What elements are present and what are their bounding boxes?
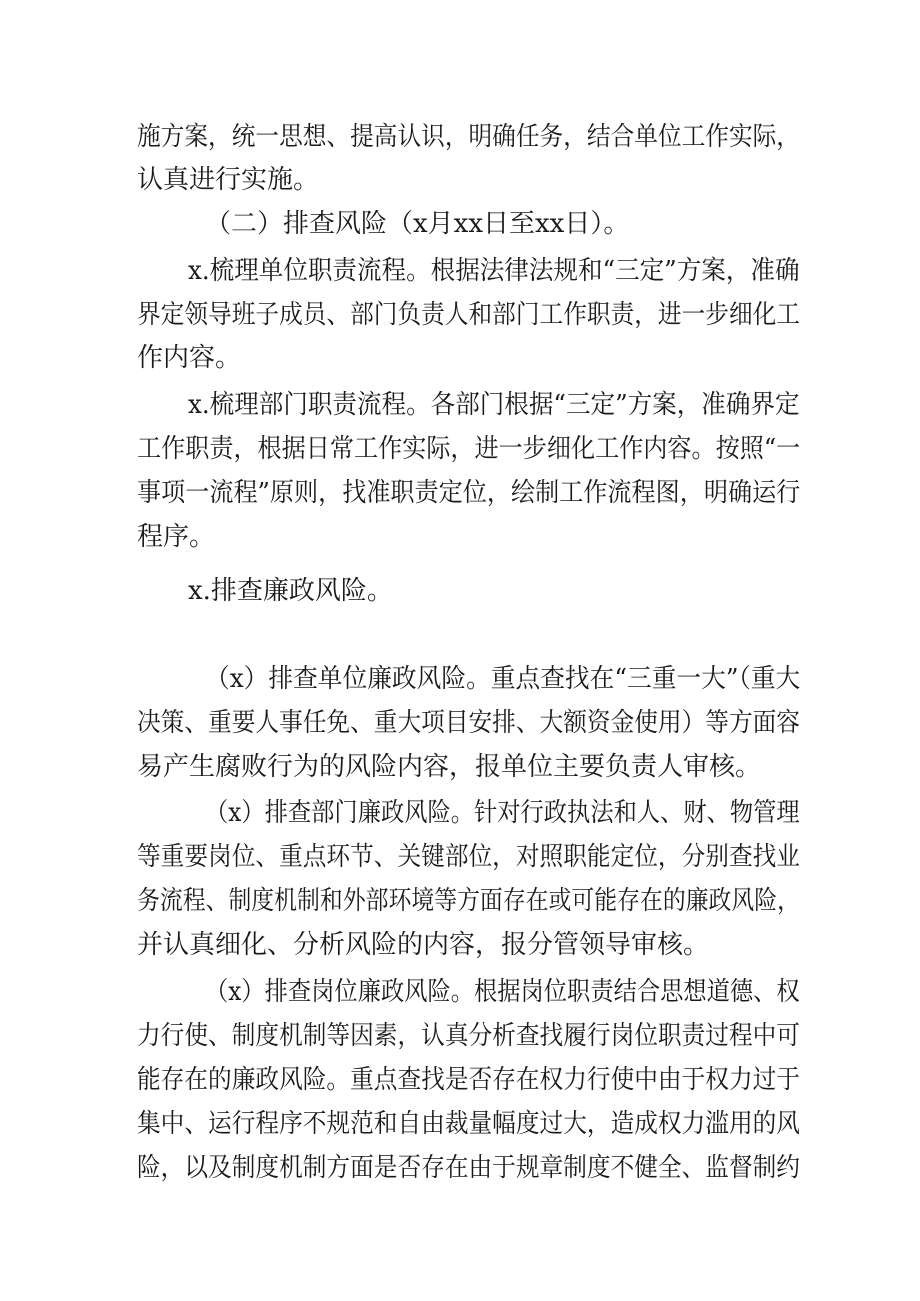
- text-line: x.梳理单位职责流程。根据法律法规和“三定”方案，准确: [188, 256, 800, 286]
- text-line: x.梳理部门职责流程。各部门根据“三定”方案，准确界定: [188, 390, 800, 420]
- text-line: 事项一流程”原则，找准职责定位，绘制工作流程图，明确运行: [137, 478, 801, 508]
- text-line: x.排查廉政风险。: [188, 576, 393, 606]
- text-line: 能存在的廉政风险。重点查找是否存在权力行使中由于权力过于: [137, 1065, 801, 1095]
- text-line: 工作职责，根据日常工作实际，进一步细化工作内容。按照“一: [137, 434, 801, 464]
- text-line: 务流程、制度机制和外部环境等方面存在或可能存在的廉政风险，: [137, 886, 801, 916]
- text-line: 等重要岗位、重点环节、关键部位，对照职能定位，分别查找业: [137, 842, 801, 872]
- text-line: 易产生腐败行为的风险内容，报单位主要负责人审核。: [137, 752, 762, 782]
- text-line: 决策、重要人事任免、重大项目安排、大额资金使用）等方面容: [137, 708, 801, 738]
- text-line: 程序。: [137, 522, 216, 552]
- text-line: 力行使、制度机制等因素，认真分析查找履行岗位职责过程中可: [137, 1021, 801, 1051]
- text-line: 认真进行实施。: [137, 165, 320, 195]
- text-line: （x）排查单位廉政风险。重点查找在“三重一大”（重大: [205, 664, 801, 694]
- text-line: 险，以及制度机制方面是否存在由于规章制度不健全、监督制约: [137, 1153, 801, 1183]
- text-line: 作内容。: [137, 343, 242, 373]
- text-line: （x）排查部门廉政风险。针对行政执法和人、财、物管理: [205, 798, 800, 828]
- text-line: 界定领导班子成员、部门负责人和部门工作职责，进一步细化工: [137, 300, 801, 330]
- text-line: 施方案，统一思想、提高认识，明确任务，结合单位工作实际，: [137, 122, 801, 152]
- section-heading: （二）排查风险（x月xx日至xx日）。: [205, 209, 630, 239]
- text-line: 集中、运行程序不规范和自由裁量幅度过大，造成权力滥用的风: [137, 1109, 801, 1139]
- text-line: 并认真细化、分析风险的内容，报分管领导审核。: [137, 930, 710, 960]
- text-line: （x）排查岗位廉政风险。根据岗位职责结合思想道德、权: [205, 977, 800, 1007]
